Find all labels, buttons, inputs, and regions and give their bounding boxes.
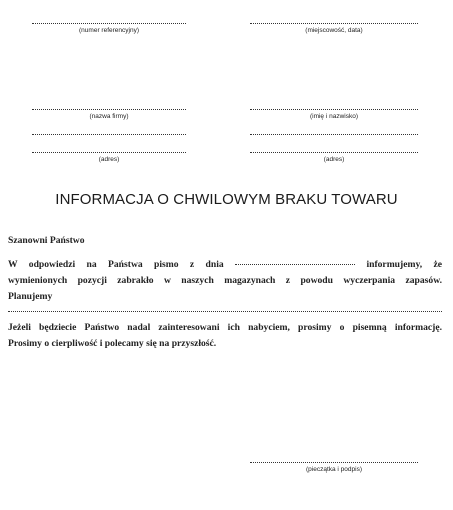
address-right-caption: (adres) bbox=[323, 156, 345, 163]
address-right-line-2 bbox=[250, 151, 418, 153]
signature-line bbox=[250, 461, 418, 463]
address-right-field[interactable] bbox=[250, 133, 418, 163]
address-left-caption: (adres) bbox=[98, 156, 120, 163]
paragraph-2-line-2: Prosimy o cierpliwość i polecamy się na przyszłość. bbox=[8, 338, 217, 349]
paragraph-1-line-3: Planujemy bbox=[8, 291, 53, 302]
person-name-field[interactable] bbox=[250, 108, 418, 120]
address-left-line-1 bbox=[32, 133, 186, 135]
company-name-field[interactable] bbox=[32, 108, 186, 120]
paragraph-1-line-2: wymienionych pozycji zabrakło w naszych magazynach z powodu wyczerpania zapasów. bbox=[8, 275, 442, 286]
reference-number-caption: (numer referencyjny) bbox=[79, 27, 139, 34]
paragraph-2-line-1: Jeżeli będziecie Państwo nadal zainteresowani ich nabyciem, prosimy o pisemną informację. bbox=[8, 322, 442, 333]
person-name-caption: (imię i nazwisko) bbox=[309, 113, 359, 120]
address-left-line-2 bbox=[32, 151, 186, 153]
signature-caption: (pieczątka i podpis) bbox=[306, 466, 362, 473]
paragraph-1-start: W odpowiedzi na Państwa pismo z dnia bbox=[8, 259, 224, 270]
place-date-line bbox=[250, 22, 418, 24]
letter-body bbox=[8, 233, 442, 352]
salutation: Szanowni Państwo bbox=[8, 235, 85, 246]
address-left-field[interactable] bbox=[32, 133, 186, 163]
letter-date-blank[interactable] bbox=[235, 264, 355, 265]
person-name-line bbox=[250, 108, 418, 110]
document-title: INFORMACJA O CHWILOWYM BRAKU TOWARU bbox=[55, 191, 398, 208]
paragraph-1-after-blank: informujemy, że bbox=[366, 259, 443, 270]
paragraph-1-line-1 bbox=[8, 257, 442, 273]
reference-number-line bbox=[32, 22, 186, 24]
company-name-line bbox=[32, 108, 186, 110]
signature-field[interactable] bbox=[250, 461, 418, 473]
reference-number-field[interactable] bbox=[32, 22, 186, 34]
address-right-line-1 bbox=[250, 133, 418, 135]
place-date-caption: (miejscowość, data) bbox=[305, 27, 363, 34]
company-name-caption: (nazwa firmy) bbox=[89, 113, 129, 120]
place-date-field[interactable] bbox=[250, 22, 418, 34]
